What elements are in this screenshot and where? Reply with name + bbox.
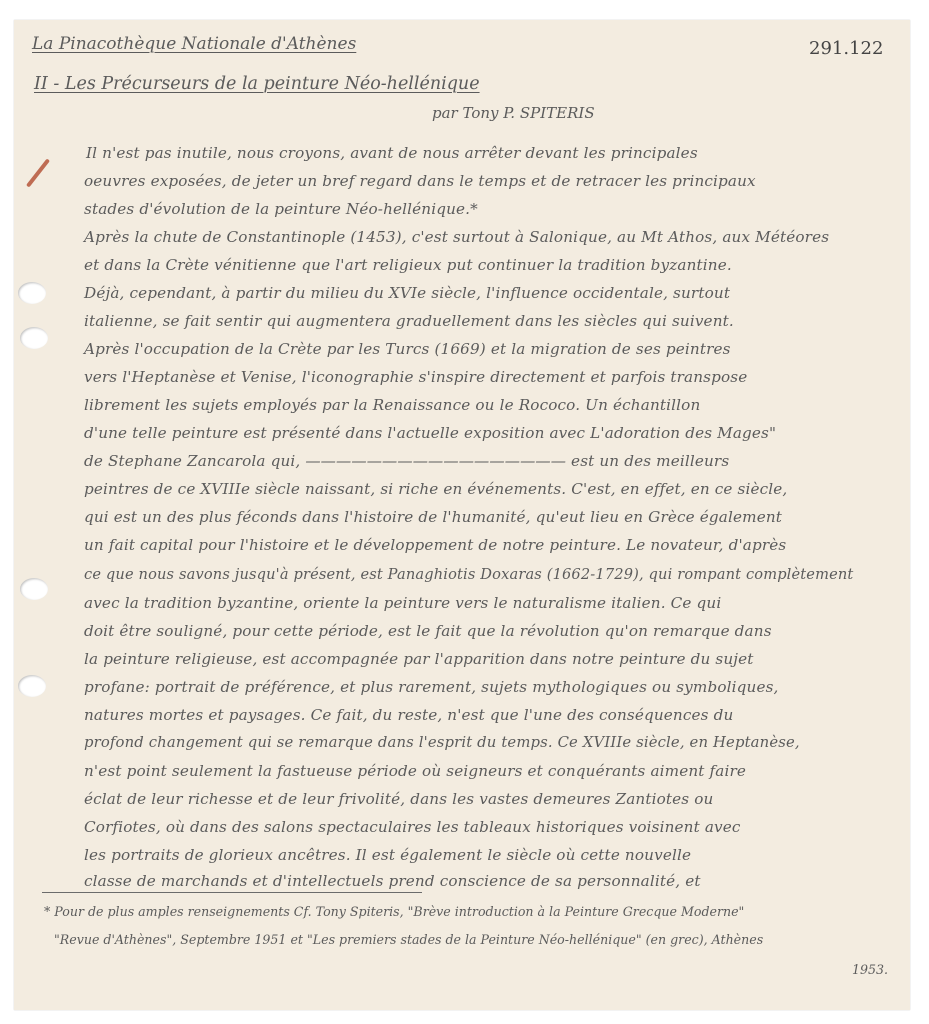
body-line: n'est point seulement la fastueuse période où seigneurs et conquérants aiment faire [84, 762, 747, 780]
body-line: peintres de ce XVIIIe siècle naissant, si riche en événements. C'est, en effet, en ce siècle, [84, 480, 788, 498]
body-line: stades d'évolution de la peinture Néo-hellénique.* [84, 200, 478, 218]
footnote-separator [42, 892, 422, 893]
body-line: classe de marchands et d'intellectuels prend conscience de sa personnalité, et [84, 872, 701, 890]
body-line: de Stephane Zancarola qui, ————————————————— est un des meilleurs [84, 452, 730, 470]
body-line: profane: portrait de préférence, et plus rarement, sujets mythologiques ou symboliques, [84, 678, 779, 696]
body-line: librement les sujets employés par la Renaissance ou le Rococo. Un échantillon [84, 396, 701, 414]
body-line: Il n'est pas inutile, nous croyons, avant de nous arrêter devant les principales [86, 144, 698, 162]
institution-title: La Pinacothèque Nationale d'Athènes [32, 34, 357, 54]
punch-hole-bottom [18, 675, 46, 697]
body-line: doit être souligné, pour cette période, est le fait que la révolution qu'on remarque dans [84, 622, 772, 640]
body-line: vers l'Heptanèse et Venise, l'iconographie s'inspire directement et parfois transpose [84, 368, 748, 386]
body-line: Après la chute de Constantinople (1453), c'est surtout à Salonique, au Mt Athos, aux Météores [84, 228, 830, 246]
body-line: Déjà, cependant, à partir du milieu du XVIe siècle, l'influence occidentale, surtout [84, 284, 731, 302]
reference-number: 291.122 [809, 38, 884, 59]
body-line: Corfiotes, où dans des salons spectaculaires les tableaux historiques voisinent avec [84, 818, 741, 836]
body-line: les portraits de glorieux ancêtres. Il est également le siècle où cette nouvelle [84, 846, 692, 864]
body-line: la peinture religieuse, est accompagnée par l'apparition dans notre peinture du sujet [84, 650, 754, 668]
body-line: ce que nous savons jusqu'à présent, est Panaghiotis Doxaras (1662-1729), qui rompant complètement [84, 566, 854, 583]
red-pencil-mark [26, 158, 50, 187]
body-line: et dans la Crète vénitienne que l'art religieux put continuer la tradition byzantine. [84, 256, 732, 274]
body-line: qui est un des plus féconds dans l'histoire de l'humanité, qu'eut lieu en Grèce également [84, 508, 783, 526]
body-line: éclat de leur richesse et de leur frivolité, dans les vastes demeures Zantiotes ou [84, 790, 714, 808]
body-line: Après l'occupation de la Crète par les Turcs (1669) et la migration de ses peintres [84, 340, 731, 358]
body-line: d'une telle peinture est présenté dans l'actuelle exposition avec L'adoration des Mages" [84, 424, 777, 442]
punch-hole-lower [20, 578, 48, 600]
body-line: italienne, se fait sentir qui augmentera graduellement dans les siècles qui suivent. [84, 312, 734, 330]
author-line: par Tony P. SPITERIS [432, 104, 595, 122]
section-title: II - Les Précurseurs de la peinture Néo-hellénique [34, 74, 480, 94]
body-line: un fait capital pour l'histoire et le développement de notre peinture. Le novateur, d'après [84, 536, 787, 554]
footnote-line: 1953. [852, 962, 889, 977]
body-line: oeuvres exposées, de jeter un bref regard dans le temps et de retracer les principaux [84, 172, 756, 190]
body-line: profond changement qui se remarque dans l'esprit du temps. Ce XVIIIe siècle, en Heptanèse, [84, 734, 800, 751]
body-line: natures mortes et paysages. Ce fait, du reste, n'est que l'une des conséquences du [84, 706, 734, 724]
punch-hole-middle [20, 327, 48, 349]
footnote-line: "Revue d'Athènes", Septembre 1951 et "Les premiers stades de la Peinture Néo-hellénique" (en grec), Athènes [54, 932, 764, 947]
punch-hole-top [18, 282, 46, 304]
document-page [14, 20, 910, 1010]
footnote-line: * Pour de plus amples renseignements Cf. Tony Spiteris, "Brève introduction à la Peinture Grecque Moderne" [44, 904, 745, 919]
body-line: avec la tradition byzantine, oriente la peinture vers le naturalisme italien. Ce qui [84, 594, 722, 612]
